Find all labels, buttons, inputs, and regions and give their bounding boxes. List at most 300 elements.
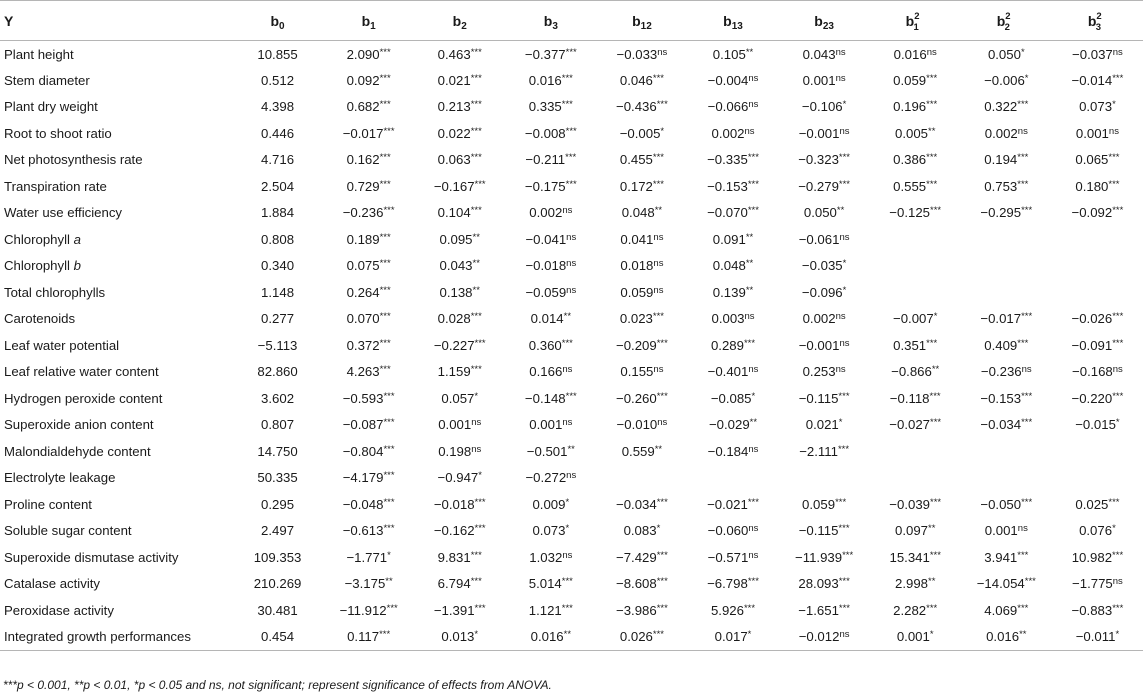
significance-mark: *** [1017,99,1029,111]
table-cell [232,359,323,386]
cell-value: −0.011 [1075,629,1116,644]
table-cell [961,94,1052,121]
cell-value: 15.341 [889,549,930,565]
header-subscript: 1 [370,20,376,32]
table-cell [1052,491,1143,518]
row-label-text: Chlorophyll [4,231,74,247]
cell-value: −0.018 [525,258,567,274]
cell-value: 0.043 [439,258,473,274]
table-cell [596,491,687,518]
significance-mark: *** [838,390,850,402]
table-cell [323,597,414,624]
cell-value: 0.117 [347,629,380,644]
table-cell [414,518,505,545]
cell-value: 0.063 [437,152,471,168]
table-cell [323,438,414,465]
table-cell [323,571,414,598]
significance-mark: *** [383,470,395,482]
table-cell [1052,518,1143,545]
cell-value: 0.002 [984,125,1018,141]
cell-value: −0.236 [980,364,1022,380]
table-row [0,41,1143,68]
cell-value: −0.061 [798,231,840,247]
significance-mark: * [660,125,665,137]
significance-mark: * [565,496,570,508]
table-cell [414,359,505,386]
cell-value: 109.353 [253,549,302,565]
table-cell [414,332,505,359]
significance-mark: ns [562,205,573,217]
table-cell [505,226,596,253]
significance-mark: ** [472,231,480,243]
cell-value: 0.022 [437,125,471,141]
cell-value: −0.039 [889,496,930,512]
significance-mark: *** [835,496,847,508]
cell-value: 0.189 [346,231,380,247]
cell-value: 0.555 [893,178,927,194]
significance-mark: *** [561,72,573,84]
table-cell [414,200,505,227]
significance-mark: *** [837,443,850,455]
cell-value: 0.001 [529,417,563,433]
header-col-0 [232,1,323,41]
significance-mark: *** [1112,205,1124,217]
header-subscript: 12 [640,20,652,32]
table-cell [1052,359,1143,386]
significance-mark: *** [929,549,941,561]
significance-mark: ns [653,364,664,376]
significance-mark: *** [747,496,759,508]
table-cell [1052,412,1143,439]
table-cell [779,279,870,306]
table-cell [1052,438,1143,465]
significance-mark: ns [748,443,759,455]
cell-value: −0.377 [524,46,566,62]
table-cell [870,67,961,94]
significance-mark: *** [656,99,668,111]
significance-mark: * [929,629,934,640]
table-cell [323,94,414,121]
cell-value: 0.048 [621,205,655,221]
significance-mark: *** [474,523,486,535]
cell-value: 50.335 [257,470,298,486]
row-label-text: Water use efficiency [4,205,123,221]
cell-value: −0.436 [616,99,657,115]
table-cell [870,226,961,253]
table-cell [870,41,961,68]
table-cell [687,438,778,465]
cell-value: 2.090 [346,46,380,62]
significance-mark: *** [565,390,577,402]
row-label-text: Plant dry weight [4,99,98,115]
significance-mark: ** [745,46,754,58]
header-subscript: 1 [913,21,919,33]
cell-value: 0.512 [261,72,295,88]
table-cell [961,438,1052,465]
cell-value: −0.236 [342,205,384,221]
table-cell [505,120,596,147]
table-cell [232,465,323,492]
table-cell [232,306,323,333]
significance-mark: *** [474,496,486,508]
table-cell [1052,253,1143,280]
significance-mark: *** [565,152,577,164]
cell-value: −0.007 [893,311,934,327]
table-cell [323,491,414,518]
row-label-text: Plant height [4,46,74,62]
cell-value: 0.180 [1075,178,1109,194]
significance-mark: *** [838,152,850,164]
table-cell [687,624,778,651]
significance-mark: ns [744,311,755,323]
table-cell [779,200,870,227]
significance-mark: *** [656,337,668,349]
table-cell [779,465,870,492]
cell-value: 0.198 [438,443,472,459]
significance-mark: *** [383,417,395,429]
cell-value: 0.196 [893,99,927,115]
cell-value: 0.351 [893,337,927,353]
cell-value: −0.335 [707,152,748,168]
table-cell [870,253,961,280]
row-label [0,438,232,465]
table-cell [779,518,870,545]
table-cell [961,253,1052,280]
significance-mark: ns [1112,576,1123,588]
table-row [0,624,1143,651]
header-col-1 [323,1,414,41]
table-cell [961,120,1052,147]
table-cell [1052,94,1143,121]
header-base: b [543,12,553,29]
table-cell [687,173,778,200]
significance-mark: *** [838,602,850,614]
header-base: b [632,12,641,29]
cell-value: −0.613 [342,523,384,539]
cell-value: 1.159 [437,364,471,380]
significance-mark: ns [657,46,668,58]
significance-mark: *** [747,152,759,164]
table-cell [870,147,961,174]
row-label-italic: b [73,258,81,274]
table-cell [961,359,1052,386]
significance-mark: *** [1017,337,1029,349]
table-cell [232,147,323,174]
significance-mark: *** [838,523,850,535]
cell-value: 0.753 [984,178,1018,194]
cell-value: 2.282 [893,602,927,618]
significance-mark: * [838,417,843,429]
table-cell [232,412,323,439]
significance-mark: *** [383,496,395,508]
significance-mark: ns [471,443,482,455]
table-cell [414,279,505,306]
cell-value: −3.175 [344,576,386,592]
table-row [0,465,1143,492]
cell-value: 4.716 [261,152,295,168]
header-y: Y [0,1,232,41]
significance-mark: *** [561,337,573,349]
significance-mark: *** [379,231,391,243]
significance-mark: *** [1112,549,1124,561]
cell-value: 0.048 [712,258,746,274]
cell-value: 0.016 [893,46,927,62]
cell-value: −0.035 [801,258,843,274]
cell-value: −0.037 [1072,46,1113,62]
table-row [0,544,1143,571]
table-cell [414,67,505,94]
significance-mark: * [474,629,479,640]
table-row [0,571,1143,598]
table-cell [232,120,323,147]
cell-value: −0.066 [707,99,749,115]
cell-value: −0.029 [708,417,750,433]
table-cell [870,544,961,571]
row-label [0,279,232,306]
significance-mark: *** [926,99,938,111]
table-cell [870,94,961,121]
significance-mark: *** [652,629,664,640]
cell-value: 0.021 [805,417,839,433]
significance-mark: *** [1112,311,1124,323]
table-cell [414,438,505,465]
significance-mark: ns [653,284,664,296]
significance-mark: ns [562,549,573,561]
table-cell [505,385,596,412]
significance-mark: *** [379,72,391,84]
header-col-5 [687,1,778,41]
table-cell [323,200,414,227]
significance-mark: *** [929,390,941,402]
table-cell [779,359,870,386]
table-cell [505,518,596,545]
significance-mark: ns [748,523,759,535]
table-cell [961,491,1052,518]
significance-mark: *** [561,576,573,588]
significance-mark: *** [656,390,668,402]
table-cell [596,173,687,200]
significance-mark: ns [566,231,577,243]
table-cell [687,385,778,412]
header-base: b [361,12,371,29]
table-cell [687,306,778,333]
row-label [0,94,232,121]
cell-value: −7.429 [616,549,657,565]
significance-mark: *** [470,311,482,323]
table-cell [323,359,414,386]
cell-value: 0.455 [619,152,653,168]
table-cell [505,544,596,571]
header-col-8 [961,1,1052,41]
significance-mark: *** [379,152,391,164]
cell-value: 10.982 [1071,549,1113,565]
significance-mark: ns [1017,125,1028,137]
significance-mark: ns [926,46,937,58]
significance-mark: * [478,470,482,482]
significance-mark: ns [839,629,850,640]
table-cell [961,571,1052,598]
cell-value: −0.804 [342,443,384,459]
cell-value: 10.855 [257,46,298,62]
cell-value: 0.076 [1079,523,1113,539]
significance-mark: *** [1017,152,1029,164]
cell-value: 0.023 [619,311,653,327]
table-cell [505,597,596,624]
cell-value: 0.001 [1075,125,1109,141]
cell-value: 0.360 [528,337,562,353]
significance-mark: ** [931,364,940,376]
cell-value: −0.260 [616,390,657,406]
significance-mark: *** [565,46,577,58]
significance-mark: *** [656,602,668,614]
table-cell [414,465,505,492]
significance-mark: ns [566,470,577,482]
table-row [0,306,1143,333]
significance-mark: ns [657,417,668,429]
table-row [0,226,1143,253]
row-label [0,359,232,386]
table-cell [870,120,961,147]
significance-mark: *** [1021,205,1033,217]
significance-mark: *** [1021,311,1033,323]
significance-mark: ** [749,417,758,429]
table-cell [687,412,778,439]
significance-mark: *** [379,46,391,58]
cell-value: −0.060 [707,523,749,539]
cell-value: −0.005 [619,125,661,141]
table-cell [232,518,323,545]
cell-value: 0.002 [529,205,563,221]
table-cell [596,253,687,280]
table-cell [232,94,323,121]
header-subscript: 3 [552,20,558,32]
table-cell [232,253,323,280]
cell-value: −0.148 [524,390,566,406]
cell-value: 2.998 [894,576,928,592]
cell-value: 0.194 [984,152,1018,168]
table-cell [961,624,1052,651]
significance-mark: *** [470,125,482,137]
cell-value: 0.097 [894,523,928,539]
table-cell [596,41,687,68]
cell-value: −0.012 [798,629,840,644]
cell-value: −0.001 [798,125,840,141]
significance-mark: *** [1112,72,1124,84]
cell-value: 1.032 [529,549,563,565]
row-label [0,544,232,571]
row-label [0,200,232,227]
significance-mark: ** [928,125,936,137]
header-col-2 [414,1,505,41]
significance-mark: *** [379,99,391,111]
table-cell [961,147,1052,174]
table-cell [596,120,687,147]
significance-mark: *** [1017,549,1029,561]
significance-mark: *** [656,549,668,561]
table-cell [870,571,961,598]
significance-mark: *** [474,337,486,349]
cell-value: −0.017 [980,311,1022,327]
cell-value: 0.166 [529,364,563,380]
cell-value: 0.059 [893,72,927,88]
cell-value: −11.912 [339,602,387,618]
cell-value: 0.002 [711,125,745,141]
cell-value: −0.323 [798,152,839,168]
significance-mark: *** [383,443,395,455]
significance-mark: * [751,390,756,402]
header-subscript: 3 [1095,21,1101,33]
cell-value: −0.091 [1071,337,1113,353]
significance-mark: ns [835,364,846,376]
cell-value: −0.033 [616,46,658,62]
table-cell [232,226,323,253]
cell-value: 4.263 [346,364,380,380]
table-cell [870,306,961,333]
header-base: b [996,12,1006,29]
cell-value: 0.009 [532,496,566,512]
header-col-7 [870,1,961,41]
significance-mark: * [1115,629,1120,640]
table-cell [687,200,778,227]
table-cell [687,491,778,518]
cell-value: −1.771 [346,549,388,565]
row-label-text: Net photosynthesis rate [4,152,143,168]
table-cell [687,94,778,121]
cell-value: 0.018 [620,258,654,274]
table-cell [1052,41,1143,68]
table-row [0,518,1143,545]
cell-value: 0.253 [802,364,836,380]
cell-value: 1.884 [261,205,295,221]
significance-mark: *** [1108,178,1120,190]
cell-value: −0.571 [707,549,749,565]
significance-mark: ns [839,231,850,243]
significance-mark: *** [842,549,854,561]
table-cell [779,306,870,333]
cell-value: −0.106 [801,99,843,115]
cell-value: 4.398 [261,99,295,115]
cell-value: 0.028 [437,311,471,327]
significance-mark: * [842,258,847,270]
cell-value: −0.153 [980,390,1022,406]
cell-value: −0.014 [1071,72,1113,88]
significance-mark: *** [379,629,391,640]
table-cell [232,173,323,200]
table-cell [687,279,778,306]
table-cell [779,173,870,200]
table-cell [870,173,961,200]
cell-value: −0.092 [1071,205,1113,221]
table-cell [1052,120,1143,147]
row-label-text: Total chlorophylls [4,284,106,300]
table-cell [323,253,414,280]
cell-value: −11.939 [795,549,843,565]
table-cell [596,67,687,94]
significance-mark: ** [472,258,480,270]
row-label [0,67,232,94]
cell-value: −0.866 [891,364,932,380]
significance-mark: *** [930,496,942,508]
cell-value: 14.750 [257,443,298,459]
significance-mark: *** [652,178,664,190]
row-label-text: Electrolyte leakage [4,470,116,486]
table-cell [505,412,596,439]
table-footnote: ***p < 0.001, **p < 0.01, *p < 0.05 and ns, not significant; represent significance of effects from ANOVA. [3,678,552,692]
table-cell [505,438,596,465]
table-cell [232,67,323,94]
table-cell [779,385,870,412]
table-cell [961,332,1052,359]
